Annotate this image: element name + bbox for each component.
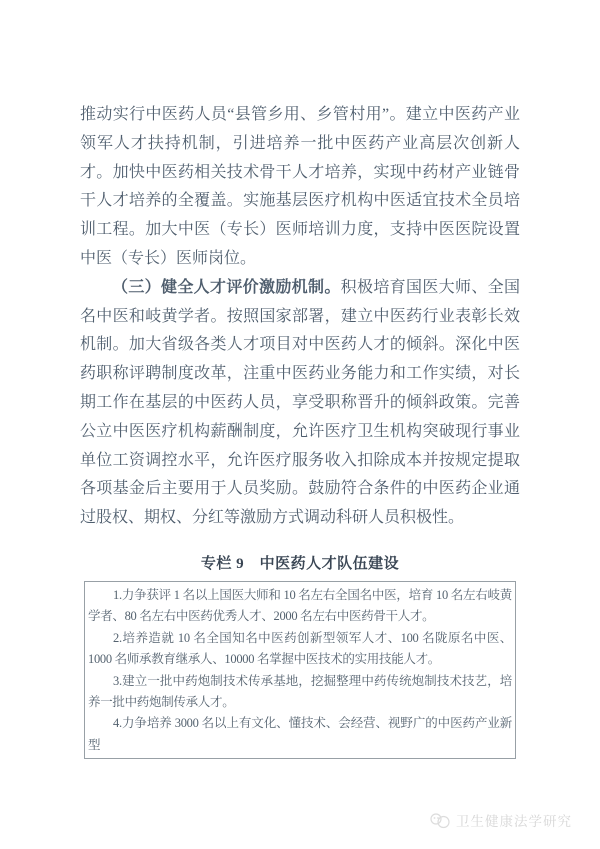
box-item-1: 1.力争获评 1 名以上国医大师和 10 名左右全国名中医，培育 10 名左右岐黄学者、80 名左右中医药优秀人才、2000 名左右中医药骨干人才。 xyxy=(88,588,512,624)
box-item-2: 2.培养造就 10 名全国知名中医药创新型领军人才、100 名陇原名中医、1000 名师承教育继承人、10000 名掌握中医技术的实用技能人才。 xyxy=(88,630,512,667)
column-box-title: 专栏 9 中医药人才队伍建设 xyxy=(200,556,400,572)
public-account-logo-icon xyxy=(429,812,451,829)
document-body xyxy=(80,101,520,533)
paragraph-continuation: 推动实行中医药人员“县管乡用、乡管村用”。建立中医药产业领军人才扶持机制，引进培养一批中医药产业高层次创新人才。加快中医药相关技术骨干人才培养，实现中药材产业链骨干人才培养的全覆盖。实施基层医疗机构中医适宜技术全员培训工程。加大中医（专长）医师培训力度，支持中医医院设置中医（专长）医师岗位。 xyxy=(80,106,520,267)
box-item-4-truncated: 4.力争培养 3000 名以上有文化、懂技术、会经营、视野广的中医药产业新型 xyxy=(88,716,512,752)
paragraph-section-three xyxy=(80,274,520,533)
column-box xyxy=(84,581,516,759)
box-item-3: 3.建立一批中药炮制技术传承基地，挖掘整理中药传统炮制技术技艺，培养一批中药炮制传承人才。 xyxy=(88,673,512,710)
section-body-text: 积极培育国医大师、全国名中医和岐黄学者。按照国家部署，建立中医药行业表彰长效机制。加大省级各类人才项目对中医药人才的倾斜。深化中医药职称评聘制度改革，注重中医药业务能力和工作实绩，对长期工作在基层的中医药人员，享受职称晋升的倾斜政策。完善公立中医医疗机构薪酬制度，允许医疗卫生机构突破现行事业单位工资调控水平，允许医疗服务收入扣除成本并按规定提取各项基金后主要用于人员奖励。鼓励符合条件的中医药企业通过股权、期权、分红等激励方式调动科研人员积极性。 xyxy=(80,278,520,527)
section-heading: （三）健全人才评价激励机制。 xyxy=(112,278,341,296)
watermark-label: 卫生健康法学研究 xyxy=(456,814,572,829)
watermark xyxy=(429,810,572,830)
